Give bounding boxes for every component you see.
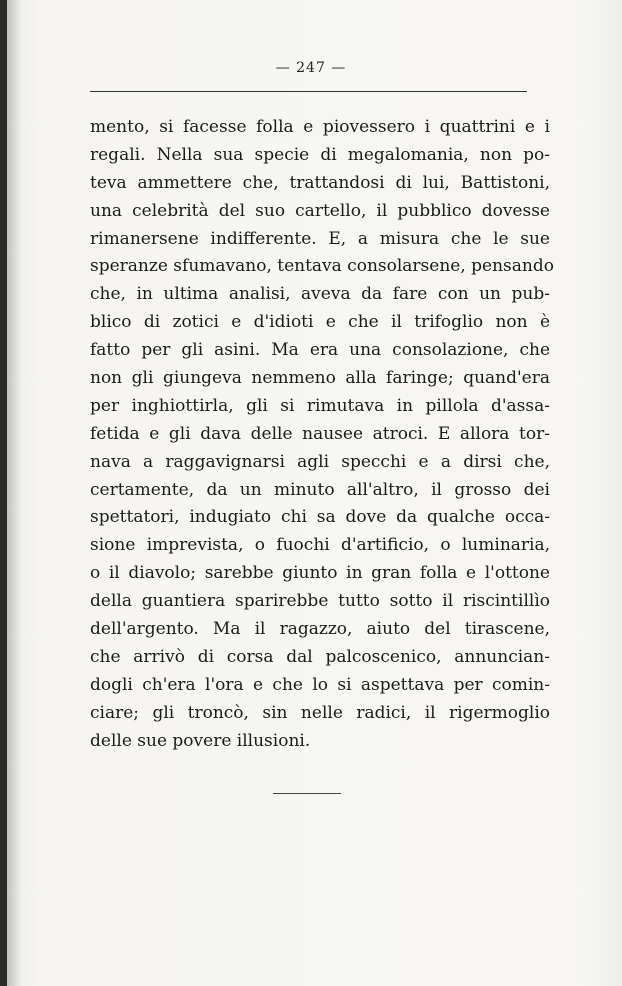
text-line: dell'argento. Ma il ragazzo, aiuto del tirascene, [90, 619, 550, 640]
text-line: della guantiera sparirebbe tutto sotto il riscintillìo [90, 591, 550, 612]
body-text [90, 114, 554, 755]
text-line: certamente, da un minuto all'altro, il grosso dei [90, 479, 550, 500]
text-line: spettatori, indugiato chi sa dove da qualche occa- [90, 507, 550, 528]
text-line: fatto per gli asini. Ma era una consolazione, che [90, 340, 550, 361]
text-line: nava a raggavignarsi agli specchi e a dirsi che, [90, 451, 550, 472]
text-line: teva ammettere che, trattandosi di lui, Battistoni, [90, 172, 550, 193]
page-number: — 247 — [275, 60, 347, 76]
text-line: sione imprevista, o fuochi d'artificio, o luminaria, [90, 535, 550, 556]
spine-shadow [7, 0, 21, 986]
text-line: per inghiottirla, gli si rimutava in pillola d'assa- [90, 395, 550, 416]
text-line: mento, si facesse folla e piovessero i quattrini e i [90, 117, 550, 137]
header-rule [90, 91, 527, 92]
text-line: speranze sfumavano, tentava consolarsene, pensando [90, 256, 554, 277]
text-line: ciare; gli troncò, sin nelle radici, il rigermoglio [90, 702, 550, 723]
text-line: fetida e gli dava delle nausee atroci. E allora tor- [90, 423, 550, 444]
text-line: dogli ch'era l'ora e che lo si aspettava per comin- [90, 674, 550, 695]
text-line: non gli giungeva nemmeno alla faringe; quand'era [90, 368, 550, 389]
text-line: regali. Nella sua specie di megalomania, non po- [90, 144, 550, 165]
text-line: una celebrità del suo cartello, il pubblico dovesse [90, 200, 550, 221]
text-line: blico di zotici e d'idioti e che il trifoglio non è [90, 312, 550, 333]
book-spine-edge [0, 0, 7, 986]
text-line-last: delle sue povere illusioni. [90, 730, 311, 751]
text-line: o il diavolo; sarebbe giunto in gran folla e l'ottone [90, 563, 550, 584]
text-line: rimanersene indifferente. E, a misura che le sue [90, 228, 550, 249]
end-rule [273, 793, 341, 794]
text-line: che arrivò di corsa dal palcoscenico, annuncian- [90, 646, 550, 667]
text-line: che, in ultima analisi, aveva da fare con un pub- [90, 284, 550, 305]
